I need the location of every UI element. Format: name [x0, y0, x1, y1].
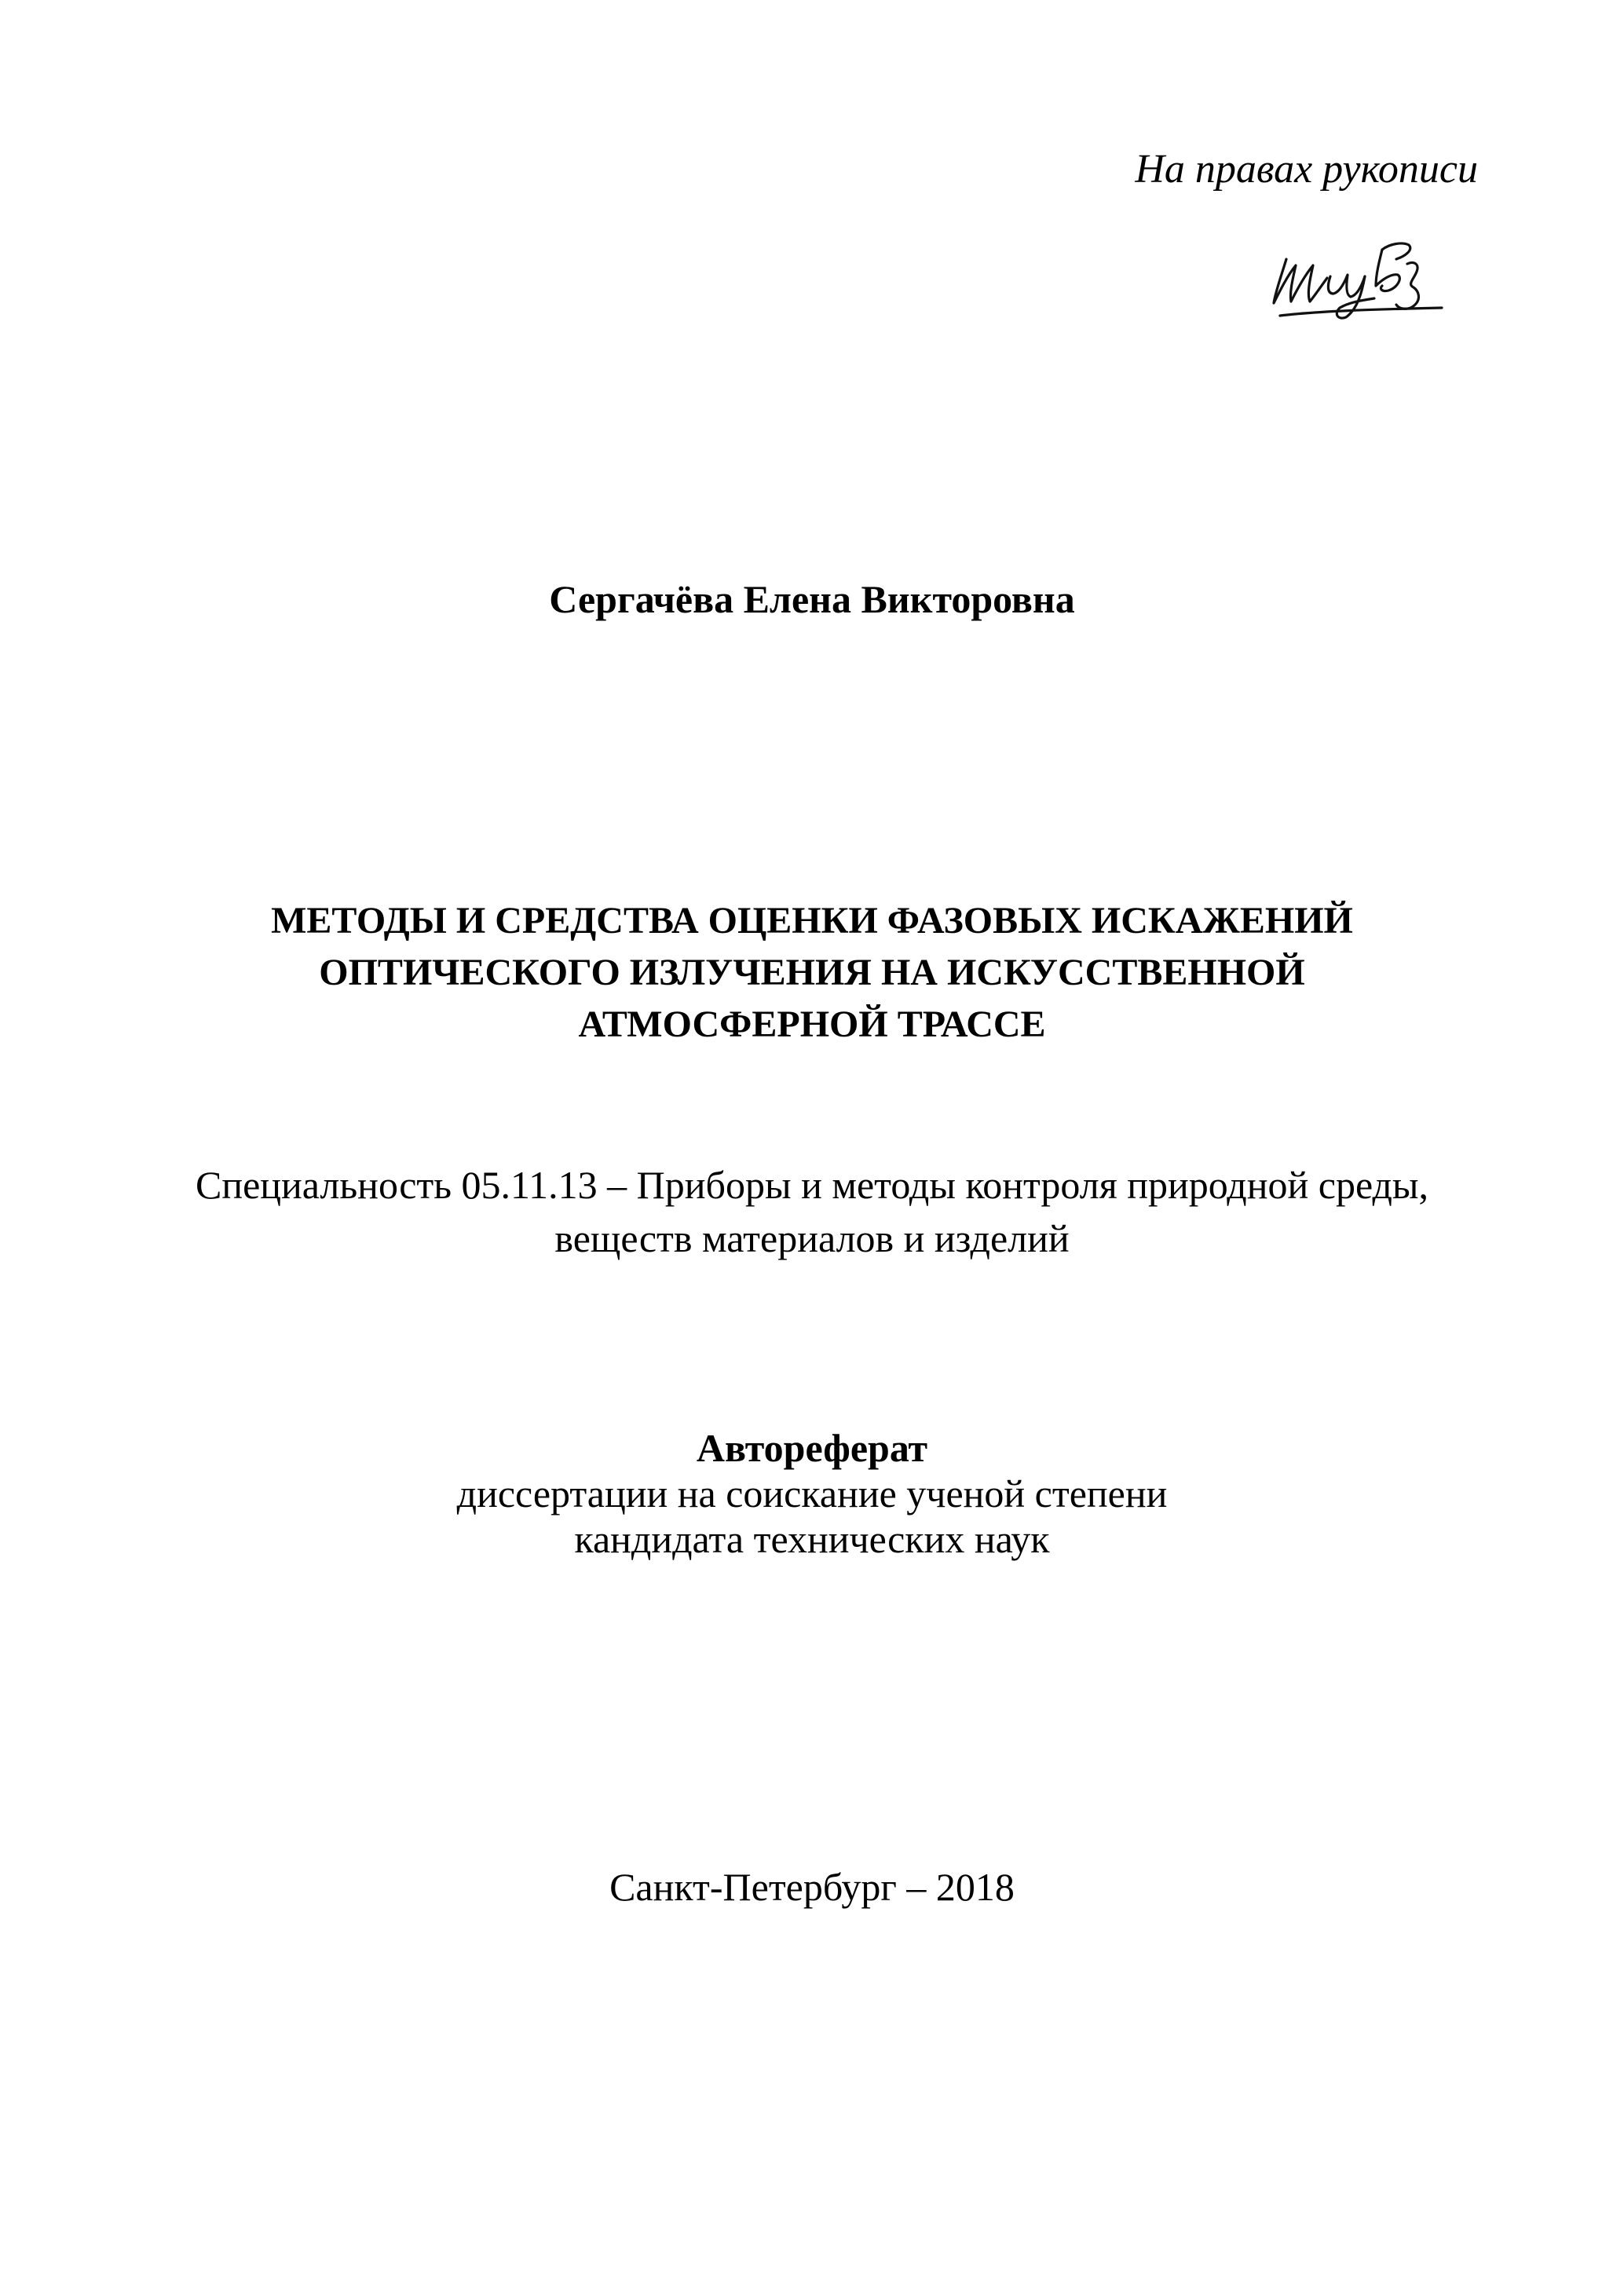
abstract-line: диссертации на соискание ученой степени: [456, 1472, 1168, 1515]
abstract-block: [0, 1425, 1624, 1562]
title-line: АТМОСФЕРНОЙ ТРАССЕ: [578, 1004, 1046, 1045]
dissertation-title: [0, 895, 1624, 1051]
title-line: ОПТИЧЕСКОГО ИЗЛУЧЕНИЯ НА ИСКУССТВЕННОЙ: [319, 952, 1305, 993]
specialty: [0, 1158, 1624, 1265]
title-line: МЕТОДЫ И СРЕДСТВА ОЦЕНКИ ФАЗОВЫХ ИСКАЖЕНИЙ: [271, 900, 1353, 941]
abstract-heading: Автореферат: [696, 1426, 928, 1470]
abstract-line: кандидата технических наук: [574, 1517, 1050, 1561]
manuscript-rights-note: На правах рукописи: [1135, 147, 1478, 192]
handwritten-signature: [1264, 228, 1453, 330]
specialty-line: Специальность 05.11.13 – Приборы и методы контроля природной среды,: [195, 1163, 1429, 1207]
specialty-line: веществ материалов и изделий: [554, 1216, 1070, 1260]
city-year: Санкт-Петербург – 2018: [609, 1865, 1015, 1909]
author-name: Сергачёва Елена Викторовна: [549, 577, 1075, 621]
